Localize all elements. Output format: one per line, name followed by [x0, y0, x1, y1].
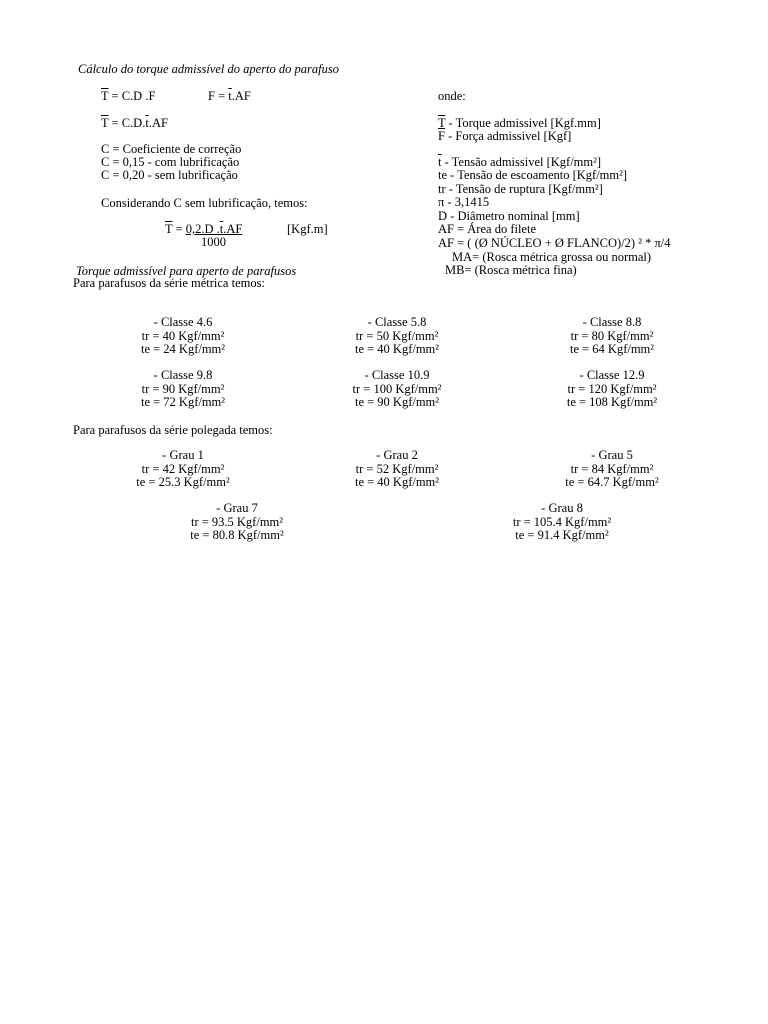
legend-thread-area: AF = Área do filete — [438, 222, 536, 236]
class-tr: tr = 80 Kgf/mm² — [570, 328, 654, 343]
grade-name: - Grau 2 — [376, 448, 418, 462]
inch-grade-item — [500, 502, 624, 543]
metric-class-item — [552, 316, 672, 357]
grade-name: - Grau 1 — [162, 448, 204, 462]
class-name: - Classe 12.9 — [579, 368, 645, 382]
fraction-unit: [Kgf.m] — [287, 222, 328, 236]
metric-class-item — [123, 369, 243, 410]
legend-onde: onde: — [438, 89, 466, 103]
inch-grade-item — [337, 449, 457, 490]
considering-text: Considerando C sem lubrificação, temos: — [101, 196, 308, 210]
grade-tr: tr = 105.4 Kgf/mm² — [512, 514, 612, 529]
grade-tr: tr = 52 Kgf/mm² — [355, 461, 439, 476]
class-te: te = 108 Kgf/mm² — [566, 395, 658, 409]
class-te: te = 40 Kgf/mm² — [354, 342, 440, 356]
legend-force: $\overline{F}$ - Força admissivel [Kgf] — [438, 129, 572, 143]
correction-with-lubrication: C = 0,15 - com lubrificação — [101, 155, 240, 169]
class-te: te = 64 Kgf/mm² — [569, 342, 655, 356]
grade-tr: tr = 42 Kgf/mm² — [141, 461, 225, 476]
class-name: - Classe 9.8 — [153, 368, 213, 382]
fraction-denominator: 1000 — [201, 235, 226, 249]
grade-name: - Grau 8 — [541, 501, 583, 515]
grade-te: te = 40 Kgf/mm² — [354, 475, 440, 489]
class-te: te = 90 Kgf/mm² — [354, 395, 440, 409]
fraction-formula: $\overline{T} = 0,2.D$ .t.AF — [165, 222, 243, 236]
class-tr: tr = 120 Kgf/mm² — [567, 381, 657, 396]
inch-grade-item — [552, 449, 672, 490]
class-tr: tr = 40 Kgf/mm² — [141, 328, 225, 343]
grade-name: - Grau 5 — [591, 448, 633, 462]
inch-grade-item — [123, 449, 243, 490]
section-title-admissible-torque: Torque admissível para aperto de parafusos — [76, 264, 297, 278]
grade-te: te = 64.7 Kgf/mm² — [565, 475, 659, 489]
inch-series-intro: Para parafusos da série polegada temos: — [73, 423, 273, 437]
formula-torque-expanded: $\overline{T} = C.D.\overline{t}.AF$ — [101, 116, 168, 130]
legend-admissible-stress: $\overline{t}$ - Tensão admissivel [Kgf/mm²] — [438, 155, 602, 169]
grade-te: te = 91.4 Kgf/mm² — [515, 528, 609, 542]
legend-diameter: D - Diâmetro nominal [mm] — [438, 209, 580, 223]
legend-torque: $\overline{T}$ - Torque admissivel [Kgf.mm] — [438, 116, 601, 130]
document-title: Cálculo do torque admissível do aperto do parafuso — [78, 62, 339, 76]
class-te: te = 24 Kgf/mm² — [140, 342, 226, 356]
class-tr: tr = 90 Kgf/mm² — [141, 381, 225, 396]
legend-rupture-stress: tr - Tensão de ruptura [Kgf/mm²] — [438, 182, 603, 196]
grade-name: - Grau 7 — [216, 501, 258, 515]
class-name: - Classe 8.8 — [582, 315, 642, 329]
metric-class-item — [552, 369, 672, 410]
metric-series-intro: Para parafusos da série métrica temos: — [73, 276, 265, 290]
legend-pi: π - 3,1415 — [438, 195, 490, 209]
fraction-numerator: 0,2.D .t.AF — [185, 222, 243, 236]
grade-tr: tr = 93.5 Kgf/mm² — [190, 514, 284, 529]
formula-force: $F = \overline{t}.AF$ — [208, 89, 251, 103]
class-te: te = 72 Kgf/mm² — [140, 395, 226, 409]
correction-definition: C = Coeficiente de correção — [101, 142, 242, 156]
legend-ma: MA= (Rosca métrica grossa ou normal) — [452, 250, 652, 264]
legend-mb: MB= (Rosca métrica fina) — [445, 263, 577, 277]
class-tr: tr = 50 Kgf/mm² — [355, 328, 439, 343]
class-name: - Classe 4.6 — [153, 315, 213, 329]
metric-class-item — [123, 316, 243, 357]
correction-without-lubrication: C = 0,20 - sem lubrificação — [101, 168, 238, 182]
class-name: - Classe 5.8 — [367, 315, 427, 329]
metric-class-item — [337, 369, 457, 410]
metric-class-item — [337, 316, 457, 357]
legend-area-formula: AF = ( (Ø NÚCLEO + Ø FLANCO)/2) ² * π/4 — [438, 236, 671, 250]
formula-torque: $\overline{T} = C.D$ .F — [101, 89, 156, 103]
legend-yield-stress: te - Tensão de escoamento [Kgf/mm²] — [438, 168, 628, 182]
inch-grade-item — [177, 502, 297, 543]
grade-te: te = 25.3 Kgf/mm² — [136, 475, 230, 489]
grade-te: te = 80.8 Kgf/mm² — [190, 528, 284, 542]
grade-tr: tr = 84 Kgf/mm² — [570, 461, 654, 476]
class-tr: tr = 100 Kgf/mm² — [352, 381, 442, 396]
class-name: - Classe 10.9 — [364, 368, 430, 382]
